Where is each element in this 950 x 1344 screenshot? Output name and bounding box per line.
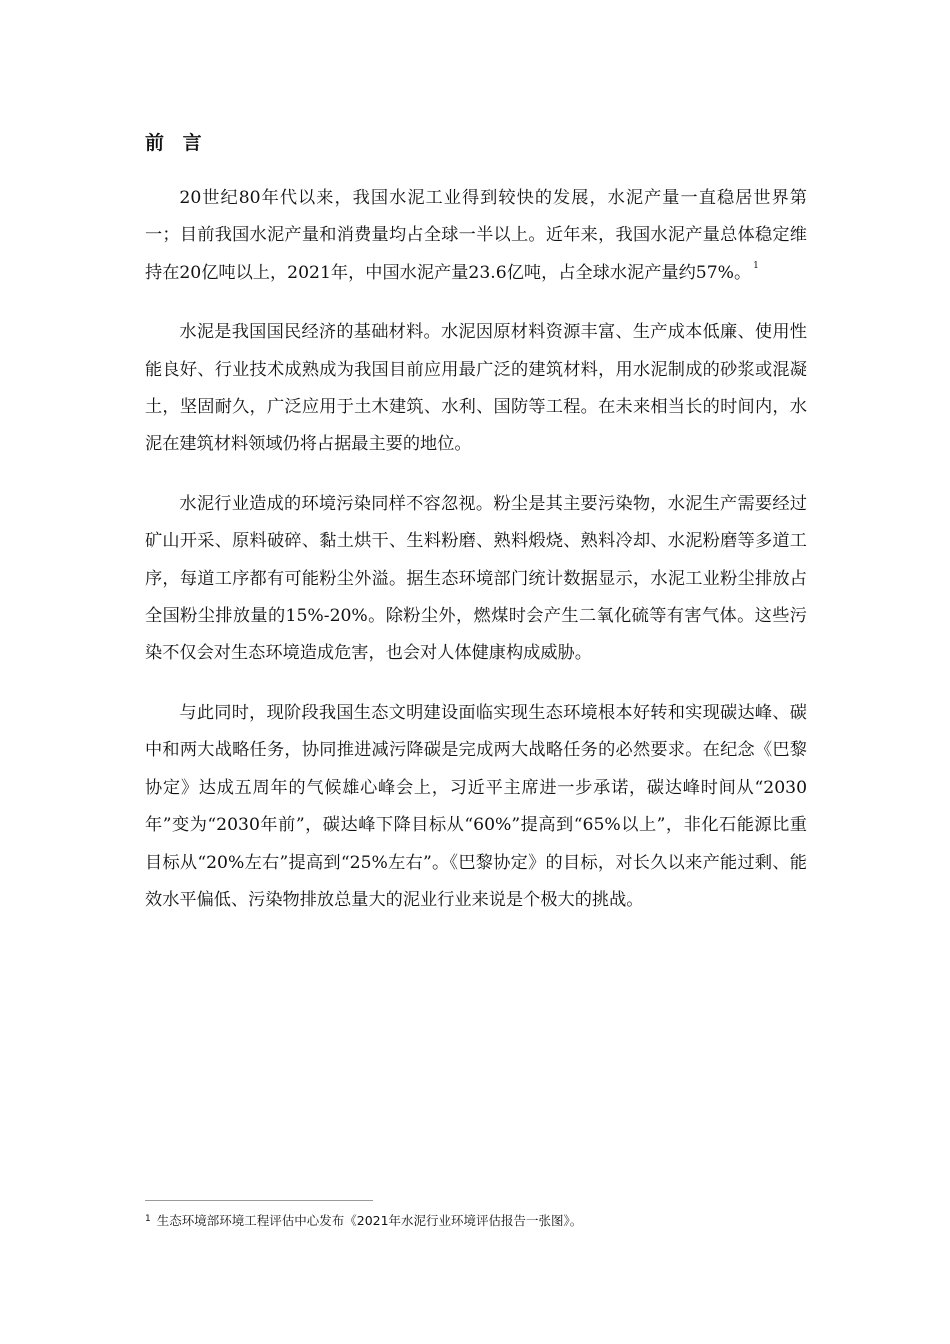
paragraph-2: 水泥是我国国民经济的基础材料。水泥因原材料资源丰富、生产成本低廉、使用性能良好、行业技术成熟成为我国目前应用最广泛的建筑材料，用水泥制成的砂浆或混凝土，坚固耐久，广泛应用于土木建筑、水利、国防等工程。在未来相当长的时间内，水泥在建筑材料领域仍将占据最主要的地位。: [145, 322, 807, 455]
footnote-divider: [145, 1200, 373, 1201]
footnote-text: 生态环境部环境工程评估中心发布《2021年水泥行业环境评估报告一张图》。: [156, 1213, 583, 1228]
section-heading: 前 言: [145, 132, 208, 154]
paragraph-4: 与此同时，现阶段我国生态文明建设面临实现生态环境根本好转和实现碳达峰、碳中和两大战略任务，协同推进减污降碳是完成两大战略任务的必然要求。在纪念《巴黎协定》达成五周年的气候雄心峰会上，习近平主席进一步承诺，碳达峰时间从“2030年”变为“2030年前”，碳达峰下降目标从“60%”提高到“65%以上”，非化石能源比重目标从“20%左右”提高到“25%左右”。《巴黎协定》的目标，对长久以来产能过剩、能效水平偏低、污染物排放总量大的泥业行业来说是个极大的挑战。: [145, 702, 807, 910]
footnote: [145, 1210, 582, 1230]
footnote-mark: 1: [145, 1214, 151, 1224]
body-text: [145, 180, 807, 941]
paragraph-1: 20世纪80年代以来，我国水泥工业得到较快的发展，水泥产量一直稳居世界第一；目前我国水泥产量和消费量均占全球一半以上。近年来，我国水泥产量总体稳定维持在20亿吨以上，2021年，中国水泥产量23.6亿吨，占全球水泥产量约57%。 $^1$: [145, 188, 807, 283]
footnote-reference: 1: [753, 260, 759, 271]
paragraph-3: 水泥行业造成的环境污染同样不容忽视。粉尘是其主要污染物，水泥生产需要经过矿山开采、原料破碎、黏土烘干、生料粉磨、熟料煅烧、熟料冷却、水泥粉磨等多道工序，每道工序都有可能粉尘外溢。据生态环境部门统计数据显示，水泥工业粉尘排放占全国粉尘排放量的15%-20%。除粉尘外，燃煤时会产生二氧化硫等有害气体。这些污染不仅会对生态环境造成危害，也会对人体健康构成威胁。: [145, 493, 807, 664]
